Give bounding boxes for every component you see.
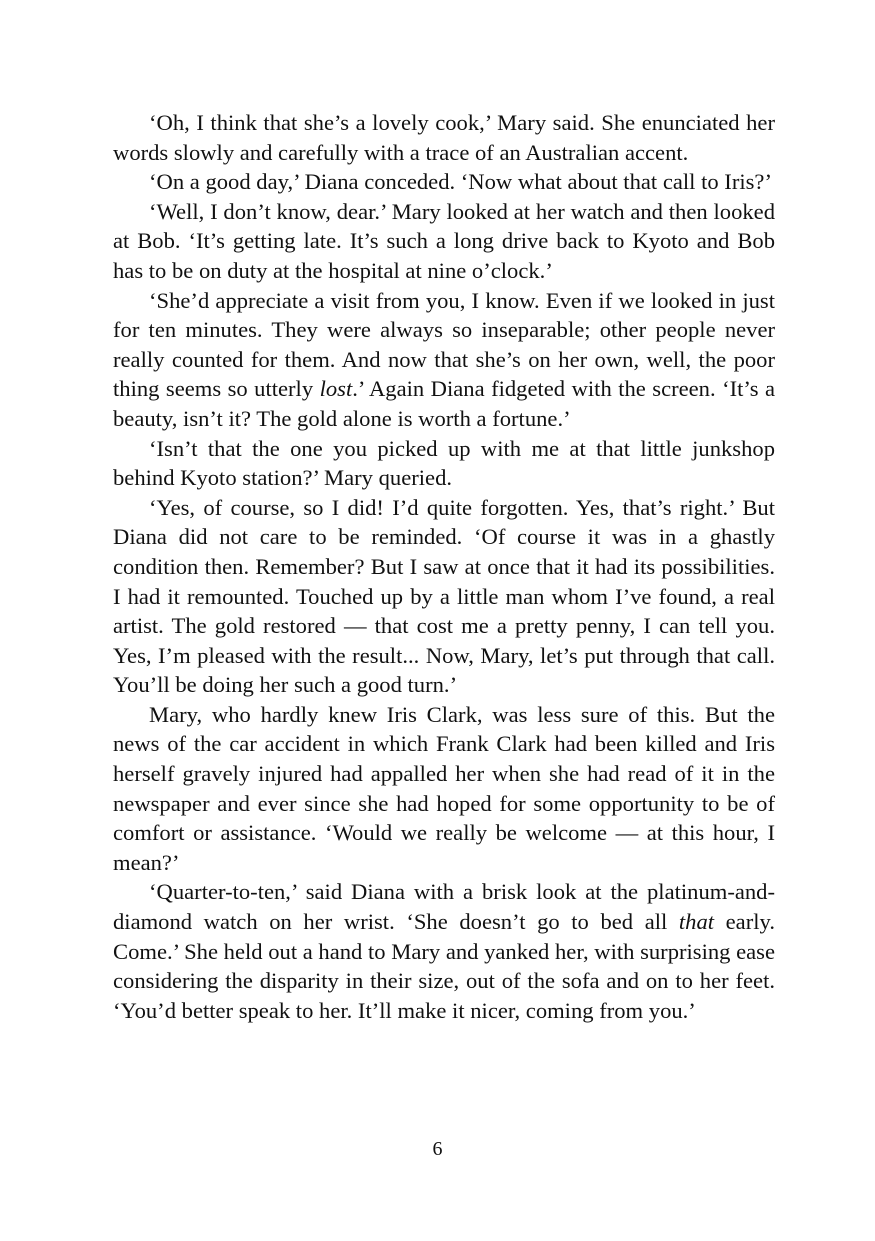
emphasis-lost: lost xyxy=(319,376,353,402)
page-number: 6 xyxy=(432,1138,443,1160)
paragraph: ‘Quarter-to-ten,’ said Diana with a brisk look at the platinum-and-diamond watch on her wrist. ‘She doesn’t go to bed all that early. Come.’ She held out a hand to Mary and yanked her, with surprising ease considering the disparity in their size, out of the sofa and on to her feet. ‘You’d better speak to her. It’ll make it nicer, coming from you.’ xyxy=(113,879,775,1023)
paragraph: ‘On a good day,’ Diana conceded. ‘Now what about that call to Iris?’ xyxy=(149,169,772,195)
paragraph: ‘Yes, of course, so I did! I’d quite forgotten. Yes, that’s right.’ But Diana did not care to be reminded. ‘Of course it was in a ghastly condition then. Remember? But I saw at once that it had its possibilities. I had it remounted. Touched up by a little man whom I’ve found, a real artist. The gold restored — that cost me a pretty penny, I can tell you. Yes, I’m pleased with the result... Now, Mary, let’s put through that call. You’ll be doing her such a good turn.’ xyxy=(113,494,775,698)
page-body xyxy=(113,108,775,1025)
paragraph: ‘She’d appreciate a visit from you, I know. Even if we looked in just for ten minutes. They were always so inseparable; other people never really counted for them. And now that she’s on her own, well, the poor thing seems so utterly lost.’ Again Diana fidgeted with the screen. ‘It’s a beauty, isn’t it? The gold alone is worth a fortune.’ xyxy=(113,287,775,431)
paragraph: ‘Well, I don’t know, dear.’ Mary looked at her watch and then looked at Bob. ‘It’s getting late. It’s such a long drive back to Kyoto and Bob has to be on duty at the hospital at nine o’clock.’ xyxy=(113,198,775,283)
paragraph: ‘Oh, I think that she’s a lovely cook,’ Mary said. She enunciated her words slowly and carefully with a trace of an Australian accent. xyxy=(113,110,775,165)
paragraph: ‘Isn’t that the one you picked up with me at that little junkshop behind Kyoto station?’ Mary queried. xyxy=(113,435,775,491)
emphasis-that: that xyxy=(678,909,715,935)
paragraph: Mary, who hardly knew Iris Clark, was less sure of this. But the news of the car accident in which Frank Clark had been killed and Iris herself gravely injured had appalled her when she had read of it in the newspaper and ever since she had hoped for some opportunity to be of comfort or assistance. ‘Would we really be welcome — at this hour, I mean?’ xyxy=(113,701,775,875)
